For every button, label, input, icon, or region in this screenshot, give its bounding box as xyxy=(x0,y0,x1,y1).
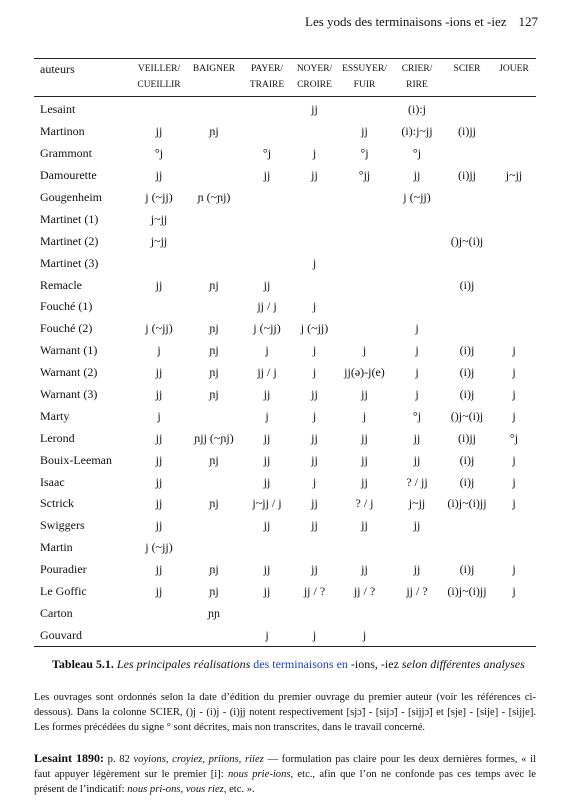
realization-cell: j xyxy=(415,343,419,358)
realization-cell: ɲj xyxy=(209,277,219,292)
author-name-cell: Martinon xyxy=(40,124,85,139)
column-header: VEILLER/ CUEILLIR xyxy=(137,64,181,90)
table-row xyxy=(34,165,536,187)
realization-cell xyxy=(132,602,186,624)
realization-cell: jj xyxy=(155,168,163,183)
realization-cell: ? / jj xyxy=(406,474,428,489)
realization-cell xyxy=(337,252,392,274)
realization-cell: jj xyxy=(413,168,421,183)
realization-cell xyxy=(492,187,536,209)
page-number: 127 xyxy=(518,14,538,29)
realization-cell xyxy=(242,602,292,624)
table-caption xyxy=(52,657,542,671)
realization-cell xyxy=(392,230,442,252)
realization-cell: j xyxy=(312,146,317,161)
realization-cell xyxy=(492,318,536,340)
realization-cell: °jj xyxy=(358,168,371,183)
realization-cell: j xyxy=(415,387,419,402)
realization-cell xyxy=(186,471,242,493)
realization-cell: j xyxy=(312,343,317,358)
author-name-cell: Martinet (1) xyxy=(40,211,99,226)
realization-cell xyxy=(186,537,242,559)
realization-cell: j xyxy=(415,321,419,336)
realization-cell: °j xyxy=(412,146,422,161)
realization-cell: (i)j xyxy=(459,474,475,489)
realization-cell: jj xyxy=(263,452,271,467)
author-name-cell: Remacle xyxy=(40,277,82,292)
realization-cell: ɲj xyxy=(209,124,219,139)
column-header: ESSUYER/ FUIR xyxy=(342,64,387,90)
realization-cell xyxy=(392,252,442,274)
realization-cell: j~jj xyxy=(408,496,426,511)
realization-cell: ɲj xyxy=(209,452,219,467)
table-row xyxy=(34,471,536,493)
realization-cell xyxy=(492,537,536,559)
realization-cell xyxy=(442,187,492,209)
realization-cell xyxy=(186,252,242,274)
realization-cell: j xyxy=(312,408,317,423)
realization-cell: (i)j xyxy=(459,452,475,467)
realization-cell: jj xyxy=(155,518,163,533)
realization-cell xyxy=(186,515,242,537)
realization-cell: j xyxy=(312,627,317,642)
realization-cell: (i)j~(i)jj xyxy=(447,584,487,599)
table-row xyxy=(34,187,536,209)
realization-cell: j (~jj) xyxy=(145,540,173,555)
table-row xyxy=(34,230,536,252)
table-row xyxy=(34,121,536,143)
realization-cell xyxy=(132,252,186,274)
realization-cell: jj xyxy=(155,430,163,445)
realization-cell: ()j~(i)j xyxy=(450,408,484,423)
realization-cell: jj xyxy=(311,562,318,577)
realization-cell: jj xyxy=(263,168,271,183)
realization-cell xyxy=(392,624,442,646)
realization-cell: jj / j xyxy=(257,365,277,380)
realization-cell: jj xyxy=(413,518,421,533)
realization-cell xyxy=(442,318,492,340)
realization-cell: j xyxy=(362,343,367,358)
ref-text-1: p. 82 xyxy=(104,754,134,765)
realization-cell xyxy=(186,143,242,165)
ref-italic-1: voyions, croyiez, priions, riiez xyxy=(133,754,264,765)
realization-cell xyxy=(292,602,337,624)
realization-cell xyxy=(492,296,536,318)
realization-cell xyxy=(242,97,292,121)
realization-cell: jj xyxy=(361,430,368,445)
realization-cell xyxy=(186,405,242,427)
realization-cell: (i)jj xyxy=(458,124,476,139)
realization-cell: ɲj xyxy=(209,562,219,577)
realization-cell xyxy=(442,602,492,624)
caption-text-1: Les principales réalisations xyxy=(113,657,254,671)
realization-cell xyxy=(242,187,292,209)
realization-cell: (i):j xyxy=(408,102,426,117)
author-name-cell: Fouché (2) xyxy=(40,321,93,336)
realization-cell: ɲj xyxy=(209,496,219,511)
author-name-cell: Gouvard xyxy=(40,627,82,642)
caption-label: Tableau 5.1. xyxy=(52,657,114,671)
realization-cell: j xyxy=(265,408,269,423)
realization-cell: jj xyxy=(155,584,163,599)
author-name-cell: Lerond xyxy=(40,430,75,445)
author-name-cell: Bouix-Leeman xyxy=(40,452,112,467)
explanation-paragraph: Les ouvrages sont ordonnés selon la date d’édition du premier ouvrage du premier auteur (voir les références ci-dessous). Dans la colonne SCIER, ()j - (i)j - (i)jj notent respectivement [sjɔ̃] - [sijɔ̃] - [sijjɔ̃] et [sje] - [sije] - [sijje]. Les formes précédées du signe ° sont décrites, mais non transcrites, dans le travail concerné. xyxy=(34,692,536,733)
realization-cell xyxy=(392,274,442,296)
realization-cell: j xyxy=(362,627,367,642)
realization-cell: j (~jj) xyxy=(145,321,173,336)
realization-cell: jj xyxy=(155,496,163,511)
realization-cell xyxy=(492,230,536,252)
realization-cell xyxy=(492,624,536,646)
realization-cell xyxy=(292,537,337,559)
realization-cell: ɲj xyxy=(209,365,219,380)
realization-cell: j (~jj) xyxy=(403,190,431,204)
realization-cell: jj xyxy=(311,168,318,183)
table-row xyxy=(34,559,536,581)
ref-italic-2: nous prie-ions xyxy=(227,769,291,780)
realization-cell xyxy=(242,230,292,252)
realization-cell: j xyxy=(512,452,516,467)
table-row xyxy=(34,143,536,165)
realization-cell xyxy=(292,187,337,209)
realization-cell: j xyxy=(512,343,516,358)
realization-cell xyxy=(132,296,186,318)
realization-cell: jj xyxy=(155,452,163,467)
author-name-cell: Fouché (1) xyxy=(40,299,93,314)
realization-cell: (i)jj xyxy=(458,430,476,445)
realization-cell: jj xyxy=(413,430,421,445)
realization-cell xyxy=(492,602,536,624)
realization-cell: ɲj xyxy=(209,343,219,358)
author-name-cell: Warnant (3) xyxy=(40,387,98,402)
realization-cell: j xyxy=(512,496,516,511)
realization-cell: jj xyxy=(155,474,163,489)
realization-cell: jj xyxy=(361,474,368,489)
table-row xyxy=(34,296,536,318)
table-row xyxy=(34,449,536,471)
realization-cell xyxy=(186,165,242,187)
realization-cell: j (~jj) xyxy=(300,321,329,336)
realization-cell xyxy=(442,208,492,230)
realization-cell: jj xyxy=(311,102,318,117)
realization-cell xyxy=(242,208,292,230)
header-title: Les yods des terminaisons -ions et -iez xyxy=(305,14,507,29)
realization-cell: j~jj / j xyxy=(252,496,282,511)
realization-cell: j~jj xyxy=(150,211,168,226)
table-row xyxy=(34,537,536,559)
realization-cell xyxy=(337,97,392,121)
realization-cell xyxy=(442,143,492,165)
realization-cell: jj xyxy=(311,387,318,402)
realization-cell: j xyxy=(157,408,161,423)
realization-cell: j xyxy=(265,627,269,642)
realization-cell xyxy=(292,274,337,296)
realization-cell xyxy=(132,624,186,646)
table-row xyxy=(34,602,536,624)
realization-cell: (i)j xyxy=(459,562,475,577)
realization-cell: °j xyxy=(360,146,369,161)
reference-paragraph xyxy=(34,751,536,797)
realization-cell xyxy=(392,208,442,230)
realization-cell xyxy=(442,252,492,274)
ref-italic-3: nous pri-ons, vous riez xyxy=(127,784,224,795)
table-row xyxy=(34,515,536,537)
table-body xyxy=(34,97,536,647)
author-name-cell: Martinet (2) xyxy=(40,233,99,248)
realization-cell xyxy=(292,208,337,230)
realization-cell xyxy=(492,143,536,165)
realization-cell: °j xyxy=(412,408,422,423)
realization-cell: j xyxy=(362,408,367,423)
column-header-auteurs: auteurs xyxy=(40,62,75,76)
realization-cell: jj xyxy=(413,452,421,467)
realization-cell xyxy=(392,537,442,559)
author-name-cell: Isaac xyxy=(40,474,65,489)
realization-cell: jj xyxy=(361,452,368,467)
table-row xyxy=(34,97,536,121)
table-row xyxy=(34,318,536,340)
author-name-cell: Warnant (2) xyxy=(40,365,98,380)
table-row xyxy=(34,274,536,296)
realization-cell xyxy=(492,121,536,143)
realization-cell xyxy=(186,624,242,646)
table-row xyxy=(34,405,536,427)
realization-cell: j xyxy=(512,387,516,402)
realization-cell: (i)j xyxy=(459,277,475,292)
realization-cell: ɲɲ xyxy=(208,605,220,620)
table-row xyxy=(34,581,536,603)
realization-cell xyxy=(242,252,292,274)
author-name-cell: Warnant (1) xyxy=(40,343,98,358)
author-name-cell: Martinet (3) xyxy=(40,255,99,270)
realization-cell: jj xyxy=(413,562,421,577)
reference-label: Lesaint 1890: xyxy=(34,751,104,765)
column-header: BAIGNER xyxy=(192,64,236,74)
realization-cell: °j xyxy=(262,146,272,161)
realization-cell xyxy=(442,624,492,646)
realization-cell: ɲj xyxy=(209,584,219,599)
author-name-cell: Martin xyxy=(40,540,73,555)
ref-text-2: — formulation pas claire pour les deux dernières formes, « il faut appuyer légèrement sur le premier [i]: xyxy=(34,754,537,780)
realization-cell: (i)jj xyxy=(458,168,476,183)
realization-cell xyxy=(442,537,492,559)
realization-cell: ɲj xyxy=(209,321,219,336)
realization-cell: jj xyxy=(263,430,271,445)
realization-cell: j (~jj) xyxy=(253,321,281,336)
realization-cell: j xyxy=(312,365,317,380)
realization-cell: j xyxy=(415,365,419,380)
table-row xyxy=(34,493,536,515)
realization-cell: ? / j xyxy=(355,496,374,511)
column-header: CRIER/ RIRE xyxy=(401,64,433,90)
author-name-cell: Pouradier xyxy=(40,562,87,577)
caption-text-4: selon différentes analyses xyxy=(401,657,525,671)
column-header: SCIER xyxy=(453,64,481,74)
realization-cell xyxy=(337,187,392,209)
table-header xyxy=(34,59,536,97)
realization-cell xyxy=(337,208,392,230)
realization-cell: jj xyxy=(361,518,368,533)
realizations-table xyxy=(34,58,536,647)
realization-cell xyxy=(337,537,392,559)
caption-text-3: -ions, -iez xyxy=(347,657,402,671)
realization-cell: jj xyxy=(311,518,318,533)
realization-cell xyxy=(242,121,292,143)
realization-cell: jj xyxy=(263,277,271,292)
table-row xyxy=(34,624,536,646)
realization-cell: jj xyxy=(361,124,368,139)
realization-cell: jj xyxy=(155,387,163,402)
author-name-cell: Swiggers xyxy=(40,518,85,533)
column-header: JOUER xyxy=(499,64,529,74)
table-row xyxy=(34,362,536,384)
author-name-cell: Marty xyxy=(40,408,70,423)
realization-cell: j xyxy=(512,408,516,423)
realization-cell xyxy=(132,97,186,121)
realization-cell: j (~jj) xyxy=(145,190,173,204)
realization-cell: jj xyxy=(155,124,163,139)
realization-cell xyxy=(492,97,536,121)
realization-cell: (i):j~jj xyxy=(401,124,433,139)
realization-cell: (i)j~(i)jj xyxy=(447,496,487,511)
table-row xyxy=(34,252,536,274)
realization-cell xyxy=(392,296,442,318)
realization-cell xyxy=(337,296,392,318)
caption-text-2: des terminaisons en xyxy=(253,657,348,671)
realization-cell: jj xyxy=(155,277,163,292)
realization-cell: j xyxy=(157,343,161,358)
realization-cell: j xyxy=(512,474,516,489)
table-row xyxy=(34,208,536,230)
realization-cell: jj xyxy=(263,387,271,402)
realization-cell: ɲj xyxy=(209,387,219,402)
realization-cell xyxy=(492,515,536,537)
realization-cell: (i)j xyxy=(459,365,475,380)
realization-cell: jj xyxy=(263,518,271,533)
realization-cell: jj xyxy=(263,474,271,489)
author-name-cell: Grammont xyxy=(40,146,92,161)
realization-cell: jj xyxy=(263,562,271,577)
realization-cell: jj(ə)-j(e) xyxy=(344,365,385,380)
realization-cell: (i)j xyxy=(459,343,475,358)
realization-cell: jj xyxy=(155,365,163,380)
realization-cell xyxy=(492,252,536,274)
realization-cell xyxy=(186,97,242,121)
realization-cell: j xyxy=(512,365,516,380)
realization-cell xyxy=(492,208,536,230)
ref-text-4: , etc. ». xyxy=(223,784,255,795)
realization-cell: jj / ? xyxy=(406,584,428,599)
realization-cell: (i)j xyxy=(459,387,475,402)
realization-cell xyxy=(292,121,337,143)
realization-cell xyxy=(186,230,242,252)
realization-cell xyxy=(442,97,492,121)
ref-text-3: , etc., afin que l’on ne confonde pas ces temps avec le présent de l’indicatif: xyxy=(34,769,536,795)
realization-cell: ()j~(i)j xyxy=(450,233,484,248)
realization-cell: j xyxy=(512,584,516,599)
realization-cell: jj xyxy=(311,496,318,511)
table-row xyxy=(34,340,536,362)
realization-cell: j xyxy=(512,562,516,577)
realization-cell xyxy=(442,515,492,537)
column-header: PAYER/ TRAIRE xyxy=(249,64,285,90)
author-name-cell: Le Goffic xyxy=(40,584,87,599)
realization-cell: j xyxy=(312,474,317,489)
realization-cell xyxy=(186,296,242,318)
author-name-cell: Gougenheim xyxy=(40,190,102,204)
realization-cell: ɲ (~ɲj) xyxy=(197,190,231,204)
realization-cell xyxy=(337,274,392,296)
realization-cell: jj / ? xyxy=(303,584,326,599)
table-row xyxy=(34,427,536,449)
author-name-cell: Carton xyxy=(40,605,73,620)
realization-cell xyxy=(242,537,292,559)
realization-cell xyxy=(186,208,242,230)
realization-cell: °j xyxy=(509,430,519,445)
realization-cell: j xyxy=(312,255,317,270)
running-header xyxy=(305,14,538,30)
table-row xyxy=(34,384,536,406)
realization-cell: j~jj xyxy=(150,233,168,248)
realization-cell xyxy=(337,602,392,624)
column-header: NOYER/ CROIRE xyxy=(296,64,333,90)
realization-cell xyxy=(392,602,442,624)
realization-cell: j~jj xyxy=(505,168,523,183)
realization-cell: jj xyxy=(361,562,368,577)
realization-cell: ɲjj (~ɲj) xyxy=(194,430,234,445)
author-name-cell: Damourette xyxy=(40,168,97,183)
realization-cell: jj xyxy=(263,584,271,599)
realization-cell: j xyxy=(312,299,317,314)
realization-cell: jj xyxy=(311,430,318,445)
author-name-cell: Sctrick xyxy=(40,496,74,511)
realization-cell: jj / j xyxy=(257,299,277,314)
realization-cell: jj / ? xyxy=(353,584,376,599)
realization-cell: jj xyxy=(311,452,318,467)
realization-cell xyxy=(442,296,492,318)
realization-cell xyxy=(492,274,536,296)
realization-cell xyxy=(292,230,337,252)
realization-cell: j xyxy=(265,343,269,358)
realization-cell: °j xyxy=(154,146,164,161)
realization-cell: jj xyxy=(155,562,163,577)
realization-cell: jj xyxy=(361,387,368,402)
realization-cell xyxy=(337,230,392,252)
author-name-cell: Lesaint xyxy=(40,102,76,117)
realization-cell xyxy=(337,318,392,340)
